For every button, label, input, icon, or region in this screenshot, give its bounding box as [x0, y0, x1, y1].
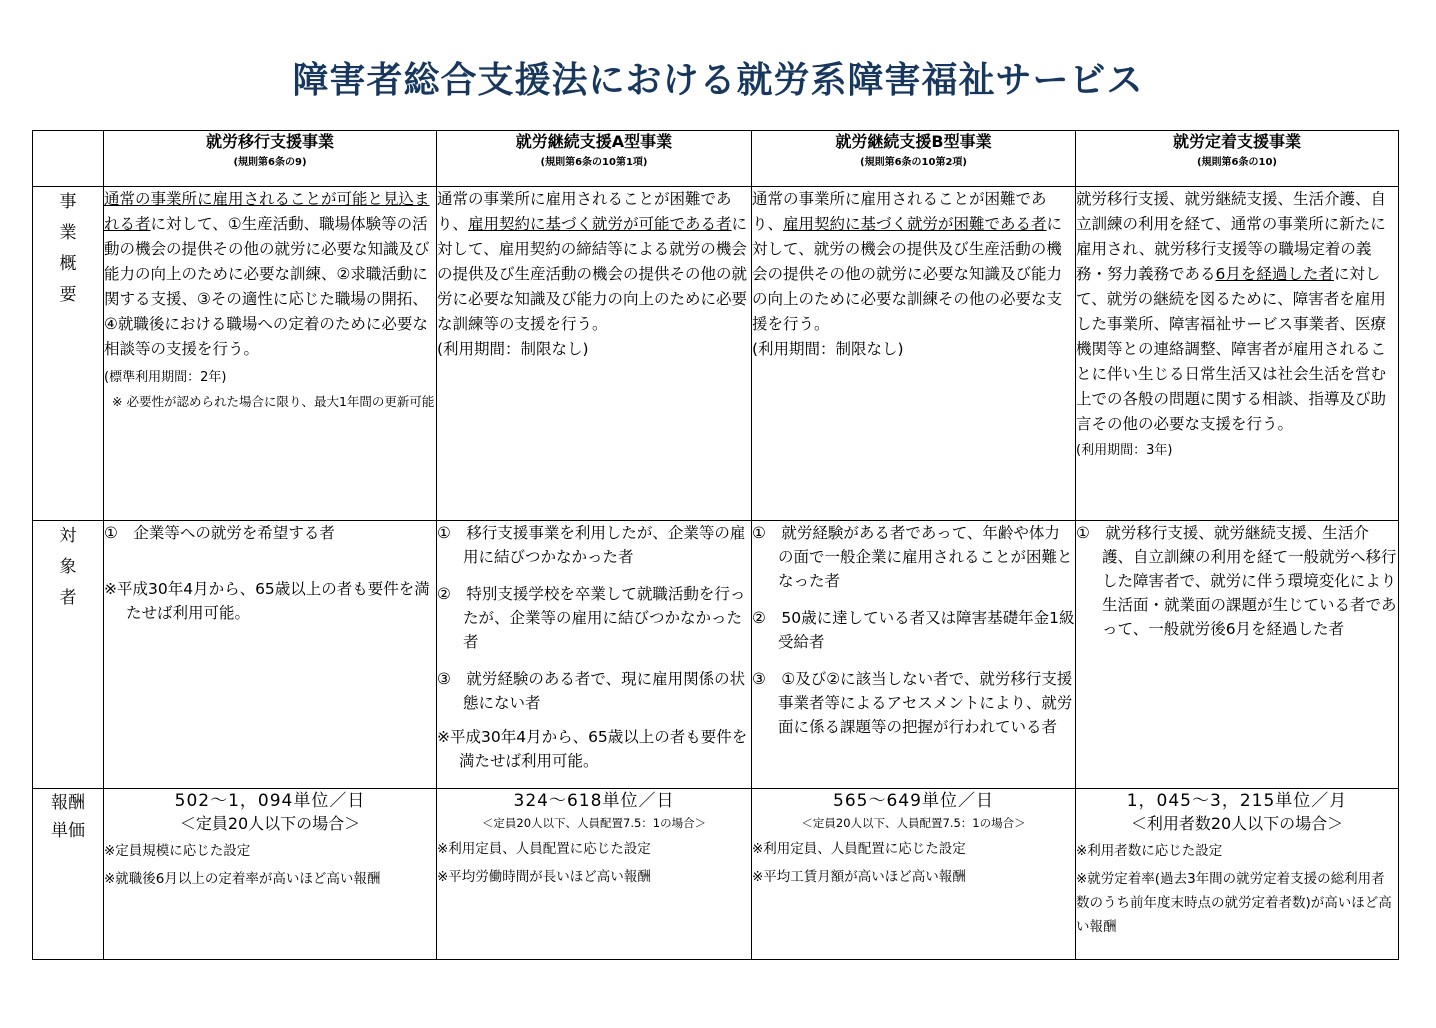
reward-note: ※定員規模に応じた設定 [104, 843, 251, 859]
reward-condition: ＜定員20人以下、人員配置7.5：1の場合＞ [801, 816, 1026, 830]
col-rule: (規則第6条の10第2項) [860, 157, 967, 168]
col-header-retention [1076, 131, 1399, 187]
page-title: 障害者総合支援法における就労系障害福祉サービス [292, 60, 1144, 101]
reward-type-a [437, 789, 752, 960]
summary-underline: 通常の事業所に雇用されることが可能と見込まれる者 [104, 190, 430, 233]
target-item: ① 企業等への就労を希望する者 [104, 524, 335, 542]
target-type-b [752, 521, 1076, 789]
reward-note: ※利用定員、人員配置に応じた設定 [437, 841, 651, 857]
summary-underline: 6月を経過した者 [1215, 265, 1334, 283]
reward-range: 565～649単位／日 [833, 791, 994, 811]
col-rule: (規則第6条の10第1項) [540, 157, 648, 168]
col-name: 就労定着支援事業 [1172, 132, 1301, 151]
col-name: 就労移行支援事業 [205, 132, 334, 151]
col-header-transition [104, 131, 437, 187]
summary-note: ※ 必要性が認められた場合に限り、最大1年間の更新可能 [112, 394, 435, 409]
summary-period: (標準利用期間：2年) [104, 370, 227, 385]
target-item: ② 特別支援学校を卒業して就職活動を行ったが、企業等の雇用に結びつかなかった者 [437, 585, 746, 651]
summary-text: 就労移行支援、就労継続支援、生活介護、自立訓練の利用を経て、通常の事業所に新たに雇用され、就労移行支援等の職場定着の義務・努力義務である [1076, 190, 1387, 283]
reward-retention [1076, 789, 1399, 960]
col-name: 就労継続支援B型事業 [835, 132, 992, 151]
target-item: ① 就労経験がある者であって、年齢や体力の面で一般企業に雇用されることが困難となった者 [752, 524, 1073, 590]
reward-range: 324～618単位／日 [513, 791, 675, 811]
reward-note: ※就労定着率(過去3年間の就労定着支援の総利用者数のうち前年度末時点の就労定着者数)が高いほど高い報酬 [1076, 871, 1392, 935]
reward-condition: ＜利用者数20人以下の場合＞ [1130, 814, 1344, 833]
col-rule: (規則第6条の10) [1196, 157, 1277, 168]
summary-type-a [437, 187, 752, 521]
target-item: ③ ①及び②に該当しない者で、就労移行支援事業者等によるアセスメントにより、就労面に係る課題等の把握が行われている者 [752, 670, 1073, 736]
summary-text: に対して、①生産活動、職場体験等の活動の機会の提供その他の就労に必要な知識及び能力の向上のために必要な訓練、②求職活動に関する支援、③その適性に応じた職場の開拓、④就職後における職場への定着のために必要な相談等の支援を行う。 [104, 215, 430, 358]
summary-row [33, 187, 1399, 521]
summary-text: に対して、就労の機会の提供及び生産活動の機会の提供その他の就労に必要な知識及び能力の向上のために必要な訓練その他の必要な支援を行う。 [752, 215, 1063, 333]
reward-note: ※平均工賃月額が高いほど高い報酬 [752, 869, 966, 885]
summary-type-b [752, 187, 1076, 521]
reward-range: 1，045～3，215単位／月 [1126, 791, 1348, 811]
target-item: ③ 就労経験のある者で、現に雇用関係の状態にない者 [437, 670, 746, 712]
row-label-summary: 事 業 概 要 [33, 187, 104, 521]
target-transition [104, 521, 437, 789]
summary-retention [1076, 187, 1399, 521]
summary-period: (利用期間：制限なし) [752, 340, 904, 358]
summary-text: に対して、就労の継続を図るために、障害者を雇用した事業所、障害福祉サービス事業者、医療機関等との連絡調整、障害者が雇用されることに伴い生じる日常生活又は社会生活を営む上での各般の問題に関する相談、指導及び助言その他の必要な支援を行う。 [1076, 265, 1387, 433]
reward-note: ※利用者数に応じた設定 [1076, 843, 1223, 859]
target-item: ① 就労移行支援、就労継続支援、生活介護、自立訓練の利用を経て一般就労へ移行した障害者で、就労に伴う環境変化により生活面・就業面の課題が生じている者であって、一般就労後6月を経過した者 [1076, 524, 1397, 638]
target-item: ② 50歳に達している者又は障害基礎年金1級受給者 [752, 609, 1075, 651]
summary-underline: 雇用契約に基づく就労が困難である者 [783, 215, 1047, 233]
row-label-target: 対 象 者 [33, 521, 104, 789]
target-row [33, 521, 1399, 789]
target-retention [1076, 521, 1399, 789]
reward-range: 502～1，094単位／日 [174, 791, 366, 811]
header-row [33, 131, 1399, 187]
target-type-a [437, 521, 752, 789]
reward-note: ※利用定員、人員配置に応じた設定 [752, 841, 966, 857]
reward-note: ※平均労働時間が長いほど高い報酬 [437, 869, 651, 885]
summary-period: (利用期間：3年) [1076, 443, 1173, 458]
target-note: ※平成30年4月から、65歳以上の者も要件を満たせば利用可能。 [437, 728, 748, 770]
summary-period: (利用期間：制限なし) [437, 340, 589, 358]
target-item: ① 移行支援事業を利用したが、企業等の雇用に結びつかなかった者 [437, 524, 746, 566]
col-header-type-a [437, 131, 752, 187]
summary-underline: 雇用契約に基づく就労が可能である者 [468, 215, 732, 233]
summary-transition [104, 187, 437, 521]
reward-type-b [752, 789, 1076, 960]
summary-text: 通常の事業所に雇用されることが困難であり、 [752, 190, 1047, 233]
row-label-reward: 報酬 単価 [33, 789, 104, 960]
reward-condition: ＜定員20人以下の場合＞ [179, 814, 361, 833]
summary-text: 通常の事業所に雇用されることが困難であり、 [437, 190, 732, 233]
corner-cell [33, 131, 104, 187]
reward-condition: ＜定員20人以下、人員配置7.5：1の場合＞ [481, 816, 707, 830]
col-header-type-b [752, 131, 1076, 187]
reward-note: ※就職後6月以上の定着率が高いほど高い報酬 [104, 871, 381, 887]
services-table [32, 130, 1399, 960]
col-rule: (規則第6条の9) [233, 157, 307, 168]
col-name: 就労継続支援A型事業 [515, 132, 673, 151]
reward-transition [104, 789, 437, 960]
reward-row [33, 789, 1399, 960]
summary-text: に対して、雇用契約の締結等による就労の機会の提供及び生産活動の機会の提供その他の就労に必要な知識及び能力の向上のために必要な訓練等の支援を行う。 [437, 215, 748, 333]
target-note: ※平成30年4月から、65歳以上の者も要件を満たせば利用可能。 [104, 580, 430, 622]
